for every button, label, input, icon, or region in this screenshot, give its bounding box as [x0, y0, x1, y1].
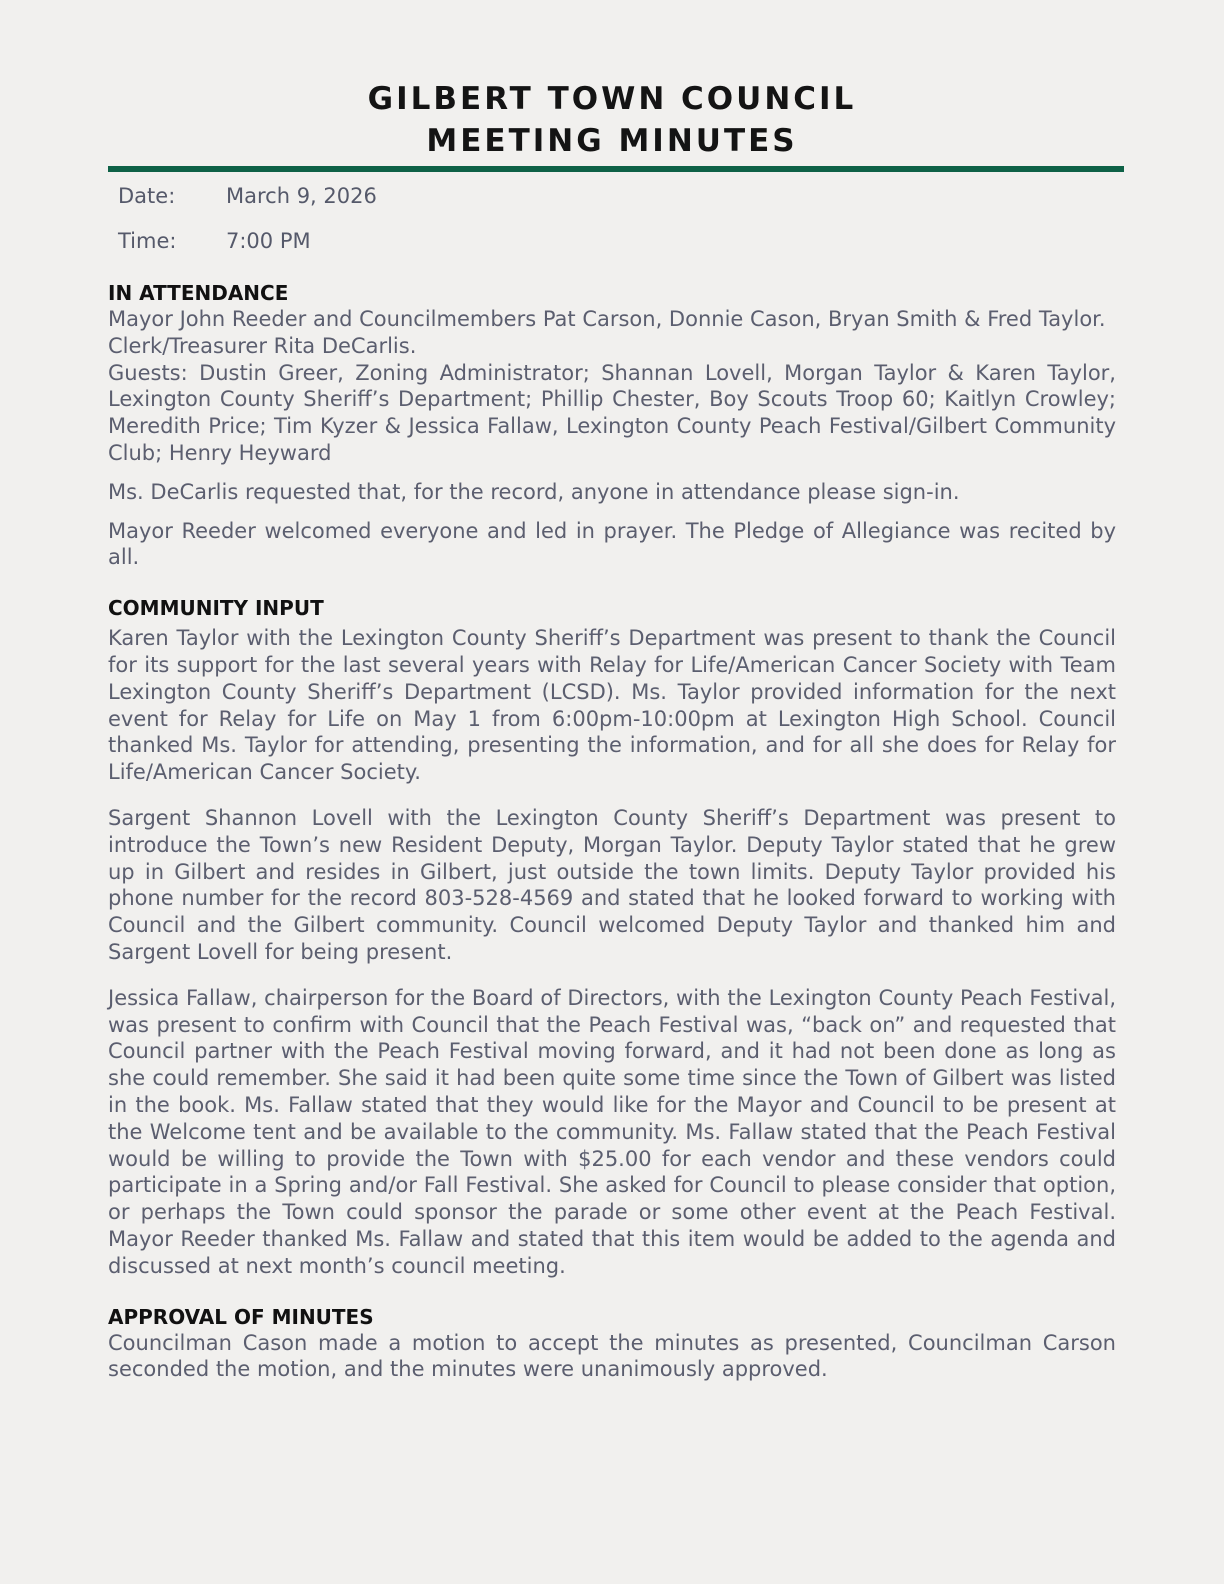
signin-note: Ms. DeCarlis requested that, for the record, anyone in attendance please sign-in.: [108, 479, 960, 504]
attendance-clerk: Clerk/Treasurer Rita DeCarlis.: [108, 333, 417, 358]
title-divider: [108, 166, 1124, 172]
attendance-guests: Guests: Dustin Greer, Zoning Administrator; Shannan Lovell, Morgan Taylor & Karen Taylor, Lexington County Sheriff’s Department; Phillip Chester, Boy Scouts Troop 60; Kaitlyn Crowley; Meredith Price; Tim Kyzer & Jessica Fallaw, Lexington County Peach Festival/Gilbert Community Club; Henry Heyward: [108, 360, 1116, 465]
date-row: [118, 182, 1116, 227]
attendance-members: Mayor John Reeder and Councilmembers Pat Carson, Donnie Cason, Bryan Smith & Fred Taylor.: [108, 307, 1106, 331]
date-value: March 9, 2026: [226, 184, 377, 208]
approval-para: Councilman Cason made a motion to accept the minutes as presented, Councilman Carson seconded the motion, and the minutes were unanimously approved.: [108, 1330, 1116, 1382]
approval-heading: APPROVAL OF MINUTES: [108, 1304, 374, 1329]
community-input-para-3: Jessica Fallaw, chairperson for the Board of Directors, with the Lexington County Peach Festival, was present to confirm with Council that the Peach Festival was, “back on” and requested that Council partner with the Peach Festival moving forward, and it had not been done as long as she could remember. She said it had been quite some time since the Town of Gilbert was listed in the book. Ms. Fallaw stated that they would like for the Mayor and Council to be present at the Welcome tent and be available to the community. Ms. Fallaw stated that the Peach Festival would be willing to provide the Town with $25.00 for each vendor and these vendors could participate in a Spring and/or Fall Festival. She asked for Council to please consider that option, or perhaps the Town could sponsor the parade or some other event at the Peach Festival. Mayor Reeder thanked Ms. Fallaw and stated that this item would be added to the agenda and discussed at next month’s council meeting.: [108, 985, 1116, 1278]
date-label: Date:: [118, 184, 176, 208]
community-input-para-2: Sargent Shannon Lovell with the Lexington County Sheriff’s Department was present to introduce the Town’s new Resident Deputy, Morgan Taylor. Deputy Taylor stated that he grew up in Gilbert and resides in Gilbert, just outside the town limits. Deputy Taylor provided his phone number for the record 803-528-4569 and stated that he looked forward to working with Council and the Gilbert community. Council welcomed Deputy Taylor and thanked him and Sargent Lovell for being present.: [108, 805, 1116, 964]
community-input-para-1: Karen Taylor with the Lexington County Sheriff’s Department was present to thank the Council for its support for the last several years with Relay for Life/American Cancer Society with Team Lexington County Sheriff’s Department (LCSD). Ms. Taylor provided information for the next event for Relay for Life on May 1 from 6:00pm-10:00pm at Lexington High School. Council thanked Ms. Taylor for attending, presenting the information, and for all she does for Relay for Life/American Cancer Society.: [108, 626, 1116, 785]
community-input-heading: COMMUNITY INPUT: [108, 596, 324, 621]
minutes-document: [108, 78, 1116, 1383]
attendance-heading: IN ATTENDANCE: [108, 281, 289, 305]
document-title: [108, 78, 1116, 162]
title-line-2: MEETING MINUTES: [426, 123, 798, 159]
welcome-note: Mayor Reeder welcomed everyone and led in prayer. The Pledge of Allegiance was recited by all.: [108, 518, 1116, 570]
title-line-1: GILBERT TOWN COUNCIL: [367, 81, 857, 117]
time-label: Time:: [118, 229, 177, 253]
time-value: 7:00 PM: [226, 229, 311, 253]
time-row: [118, 227, 1116, 272]
meeting-meta: [118, 182, 1116, 272]
